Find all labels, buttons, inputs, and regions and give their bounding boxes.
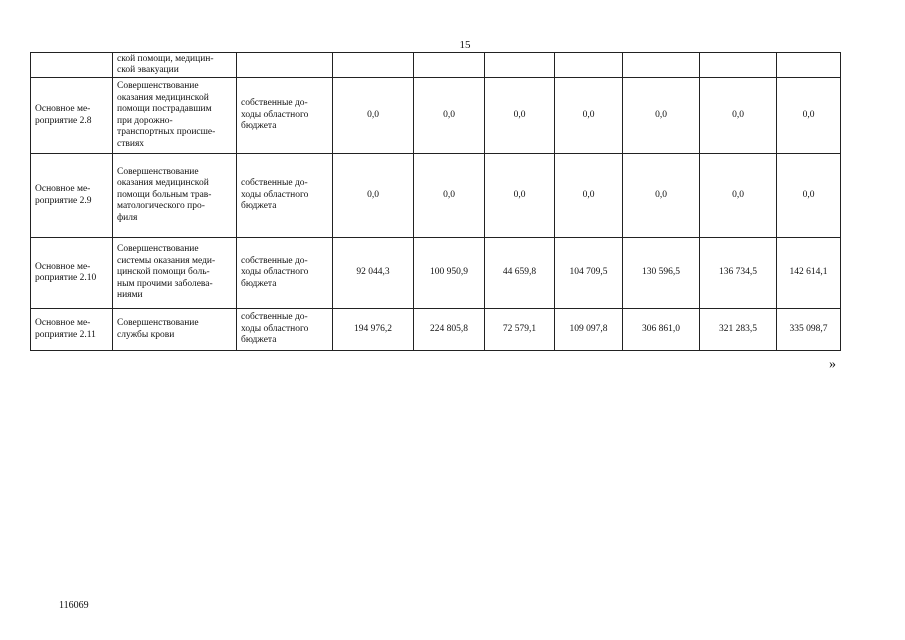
measure-description-cell: ской помощи, медицин- ской эвакуации [113, 53, 237, 78]
amount-cell [333, 53, 414, 78]
amount-cell: 224 805,8 [414, 309, 485, 351]
amount-cell: 136 734,5 [700, 238, 777, 309]
amount-cell [414, 53, 485, 78]
amount-cell: 0,0 [485, 154, 555, 238]
amount-cell: 0,0 [777, 154, 841, 238]
amount-cell: 321 283,5 [700, 309, 777, 351]
amount-cell [777, 53, 841, 78]
table-row [31, 154, 841, 238]
page-number: 15 [459, 39, 471, 51]
amount-cell: 100 950,9 [414, 238, 485, 309]
amount-cell: 0,0 [555, 154, 623, 238]
amount-cell: 104 709,5 [555, 238, 623, 309]
budget-table-body [31, 53, 841, 351]
amount-cell: 109 097,8 [555, 309, 623, 351]
amount-cell: 335 098,7 [777, 309, 841, 351]
funding-source-cell: собственные до- ходы областного бюджета [237, 309, 333, 351]
amount-cell: 130 596,5 [623, 238, 700, 309]
closing-quote-mark: » [829, 357, 836, 372]
measure-name-cell: Основное ме- роприятие 2.8 [31, 78, 113, 154]
amount-cell: 44 659,8 [485, 238, 555, 309]
document-code: 116069 [59, 600, 89, 611]
amount-cell [623, 53, 700, 78]
table-row [31, 309, 841, 351]
amount-cell: 0,0 [414, 78, 485, 154]
table-row [31, 238, 841, 309]
measure-description-cell: Совершенствование оказания медицинской помощи больным трав- матологического про- филя [113, 154, 237, 238]
amount-cell: 142 614,1 [777, 238, 841, 309]
amount-cell [485, 53, 555, 78]
amount-cell: 306 861,0 [623, 309, 700, 351]
amount-cell: 194 976,2 [333, 309, 414, 351]
funding-source-cell: собственные до- ходы областного бюджета [237, 78, 333, 154]
table-row [31, 78, 841, 154]
amount-cell: 72 579,1 [485, 309, 555, 351]
amount-cell: 0,0 [333, 78, 414, 154]
amount-cell: 0,0 [414, 154, 485, 238]
funding-source-cell: собственные до- ходы областного бюджета [237, 238, 333, 309]
amount-cell: 0,0 [700, 78, 777, 154]
amount-cell: 0,0 [623, 154, 700, 238]
funding-source-cell: собственные до- ходы областного бюджета [237, 154, 333, 238]
amount-cell: 0,0 [485, 78, 555, 154]
amount-cell: 0,0 [700, 154, 777, 238]
amount-cell [555, 53, 623, 78]
measure-description-cell: Совершенствование службы крови [113, 309, 237, 351]
budget-table [30, 52, 841, 351]
measure-description-cell: Совершенствование системы оказания меди- цинской помощи боль- ным прочими заболева- ниями [113, 238, 237, 309]
amount-cell: 0,0 [777, 78, 841, 154]
amount-cell: 92 044,3 [333, 238, 414, 309]
measure-name-cell: Основное ме- роприятие 2.10 [31, 238, 113, 309]
amount-cell [700, 53, 777, 78]
measure-name-cell: Основное ме- роприятие 2.11 [31, 309, 113, 351]
table-row [31, 53, 841, 78]
measure-name-cell: Основное ме- роприятие 2.9 [31, 154, 113, 238]
amount-cell: 0,0 [555, 78, 623, 154]
measure-name-cell [31, 53, 113, 78]
measure-description-cell: Совершенствование оказания медицинской помощи пострадавшим при дорожно- транспортных происше- ствиях [113, 78, 237, 154]
amount-cell: 0,0 [623, 78, 700, 154]
amount-cell: 0,0 [333, 154, 414, 238]
funding-source-cell [237, 53, 333, 78]
